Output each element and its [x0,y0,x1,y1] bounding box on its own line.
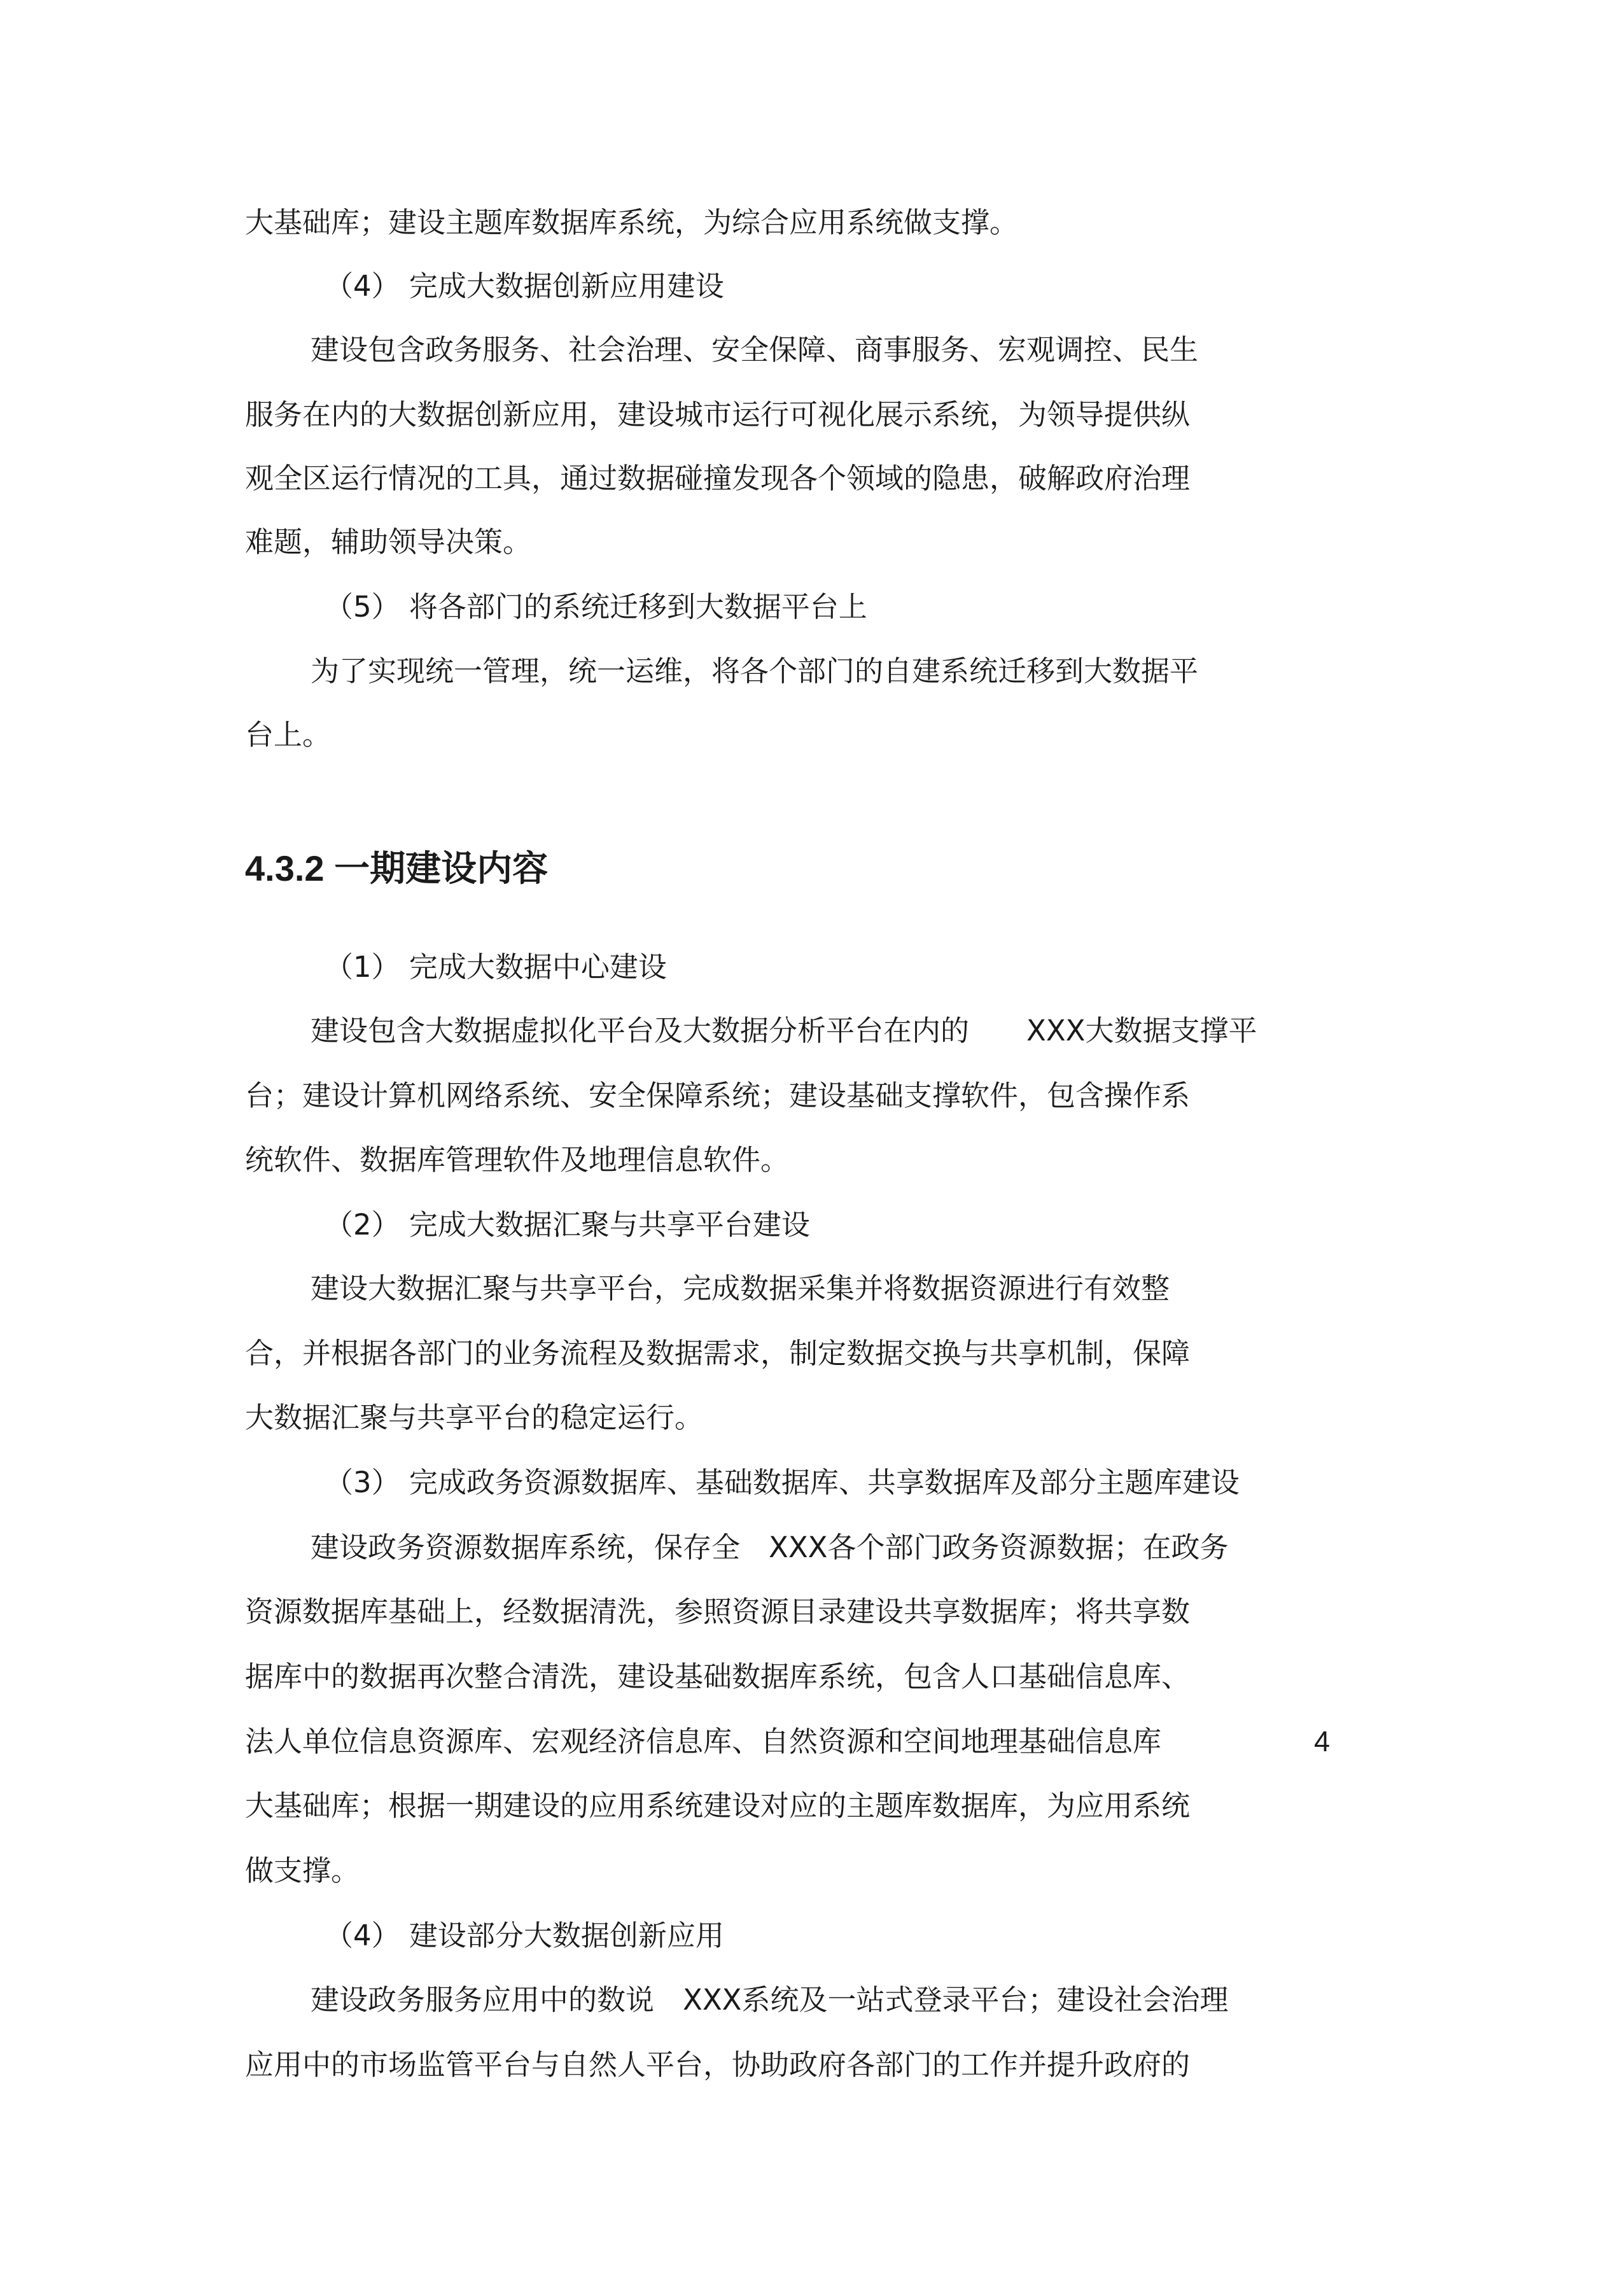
paragraph-line: 合，并根据各部门的业务流程及数据需求，制定数据交换与共享机制，保障 [245,1336,1191,1370]
list-item-heading: （5） 将各部门的系统迁移到大数据平台上 [325,590,867,624]
paragraph-line: 法人单位信息资源库、宏观经济信息库、自然资源和空间地理基础信息库 [245,1725,1162,1758]
paragraph-line: 建设包含政务服务、社会治理、安全保障、商事服务、宏观调控、民生 [311,333,1199,367]
paragraph-line: 据库中的数据再次整合清洗，建设基础数据库系统，包含人口基础信息库、 [245,1660,1191,1693]
inline-number: 4 [1314,1725,1331,1758]
paragraph-line: 台上。 [245,718,332,752]
paragraph-line: 建设政务服务应用中的数说 XXX系统及一站式登录平台；建设社会治理 [311,1983,1229,2017]
list-item-heading: （2） 完成大数据汇聚与共享平台建设 [325,1208,810,1242]
paragraph-line: 台；建设计算机网络系统、安全保障系统；建设基础支撑软件，包含操作系 [245,1079,1191,1112]
list-item-heading: （3） 完成政务资源数据库、基础数据库、共享数据库及部分主题库建设 [325,1466,1240,1499]
paragraph-line: 应用中的市场监管平台与自然人平台，协助政府各部门的工作并提升政府的 [245,2048,1191,2082]
paragraph-line: 统软件、数据库管理软件及地理信息软件。 [245,1143,790,1177]
paragraph-line: 大基础库；根据一期建设的应用系统建设对应的主题库数据库，为应用系统 [245,1789,1191,1823]
section-heading: 4.3.2 一期建设内容 [245,848,549,888]
paragraph-line: 难题，辅助领导决策。 [245,525,532,559]
paragraph-line: 为了实现统一管理，统一运维，将各个部门的自建系统迁移到大数据平 [311,654,1199,688]
paragraph-line: 做支撑。 [245,1854,360,1887]
list-item-heading: （1） 完成大数据中心建设 [325,950,667,984]
paragraph-line: 建设政务资源数据库系统，保存全 XXX各个部门政务资源数据；在政务 [311,1530,1229,1564]
paragraph-line: 建设包含大数据虚拟化平台及大数据分析平台在内的 XXX大数据支撑平 [311,1014,1257,1047]
paragraph-line: 大数据汇聚与共享平台的稳定运行。 [245,1401,704,1434]
list-item-heading: （4） 建设部分大数据创新应用 [325,1919,724,1952]
list-item-heading: （4） 完成大数据创新应用建设 [325,269,724,303]
paragraph-line: 观全区运行情况的工具，通过数据碰撞发现各个领域的隐患，破解政府治理 [245,461,1191,495]
paragraph-line: 建设大数据汇聚与共享平台，完成数据采集并将数据资源进行有效整 [311,1271,1170,1305]
paragraph-line: 大基础库；建设主题库数据库系统，为综合应用系统做支撑。 [245,206,1019,239]
paragraph-line: 资源数据库基础上，经数据清洗，参照资源目录建设共享数据库；将共享数 [245,1595,1191,1628]
paragraph-line: 服务在内的大数据创新应用，建设城市运行可视化展示系统，为领导提供纵 [245,398,1191,431]
